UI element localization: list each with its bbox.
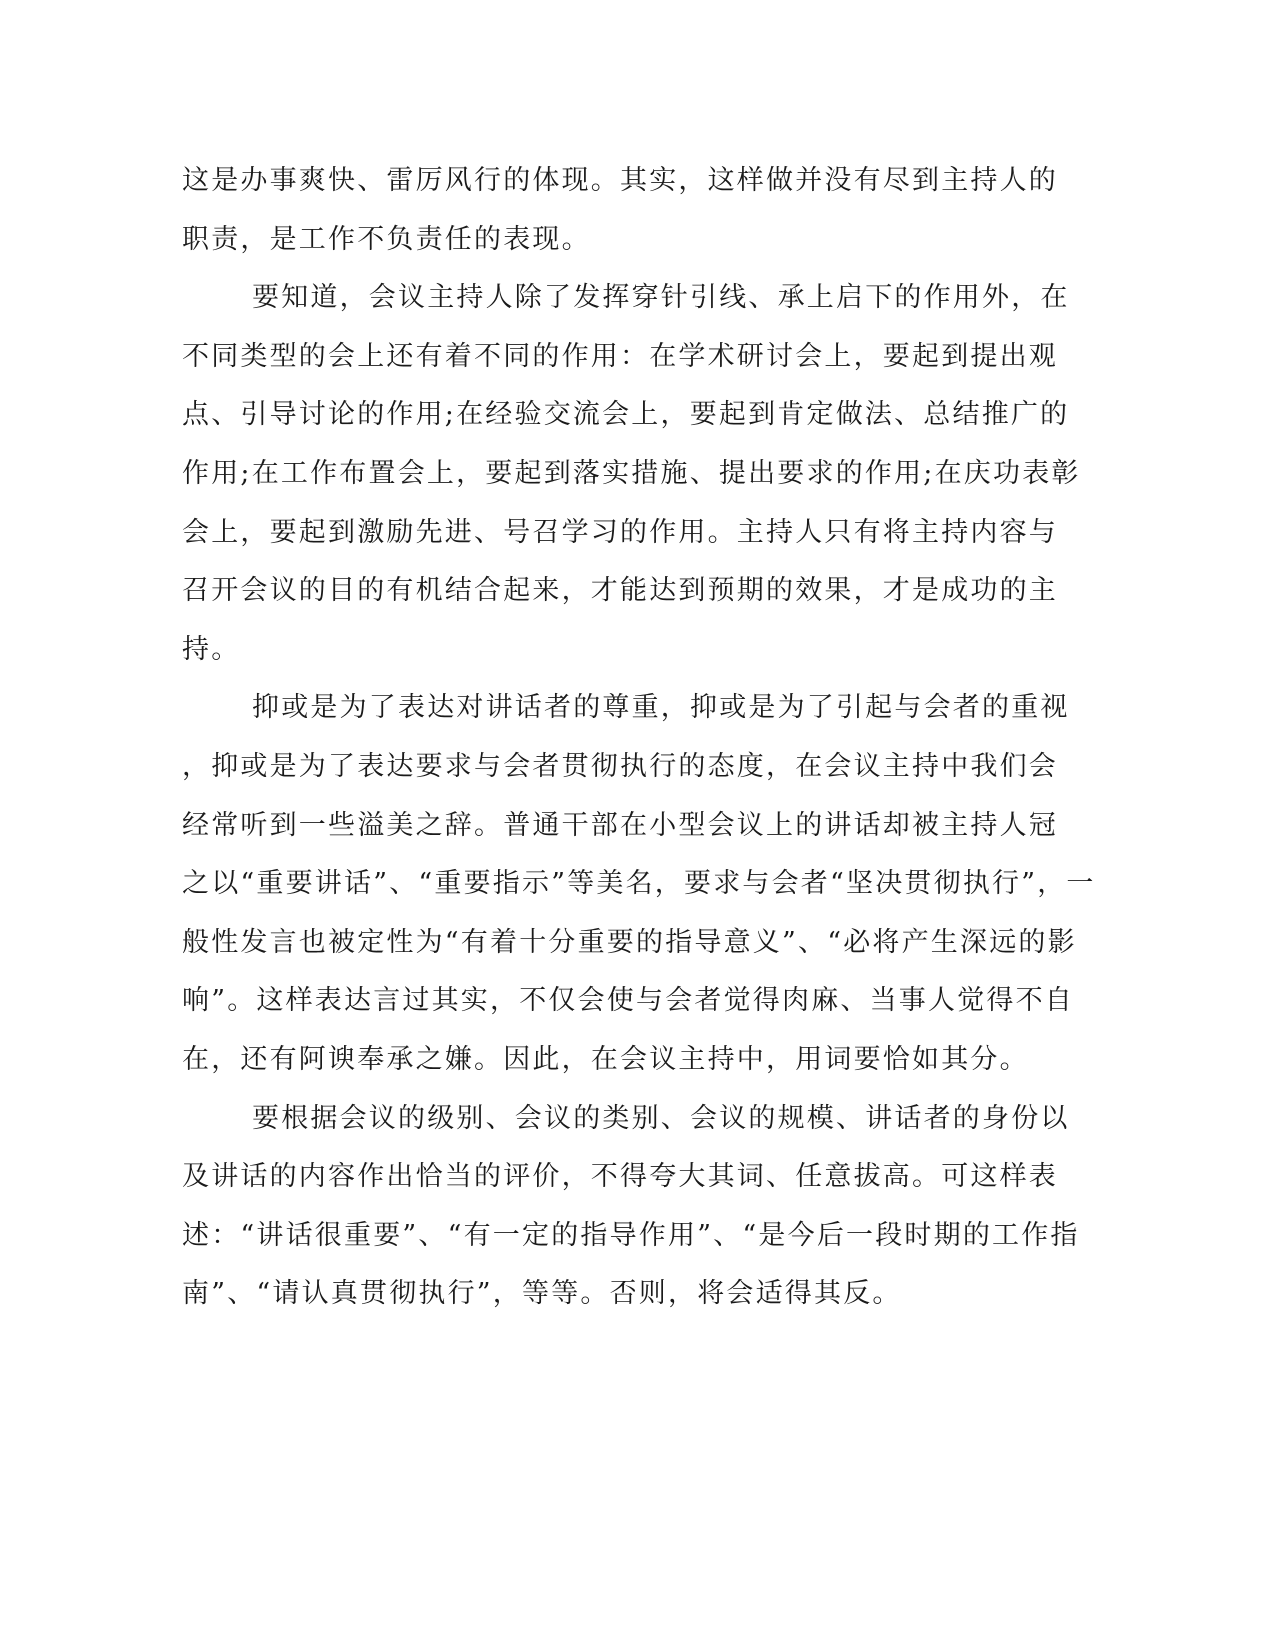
paragraph-first-line: 要知道，会议主持人除了发挥穿针引线、承上启下的作用外，在 [252, 282, 1070, 314]
text-line: 之以“重要讲话”、“重要指示”等美名，要求与会者“坚决贯彻执行”，一 [182, 868, 1096, 900]
text-line: 持。 [182, 633, 241, 665]
text-line: 述：“讲话很重要”、“有一定的指导作用”、“是今后一段时期的工作指 [182, 1219, 1080, 1251]
paragraph-first-line: 抑或是为了表达对讲话者的尊重，抑或是为了引起与会者的重视 [252, 692, 1070, 724]
text-line: 及讲话的内容作出恰当的评价，不得夸大其词、任意拔高。可这样表 [182, 1161, 1058, 1193]
text-line: 经常听到一些溢美之辞。普通干部在小型会议上的讲话却被主持人冠 [182, 809, 1058, 841]
text-line: 在，还有阿谀奉承之嫌。因此，在会议主持中，用词要恰如其分。 [182, 1043, 1029, 1075]
text-line: 不同类型的会上还有着不同的作用：在学术研讨会上，要起到提出观 [182, 340, 1058, 372]
text-line: 召开会议的目的有机结合起来，才能达到预期的效果，才是成功的主 [182, 575, 1058, 607]
paragraph-first-line: 要根据会议的级别、会议的类别、会议的规模、讲话者的身份以 [252, 1102, 1070, 1134]
document-body [182, 152, 1096, 1324]
text-line: 职责，是工作不负责任的表现。 [182, 223, 591, 255]
text-line: 响”。这样表达言过其实，不仅会使与会者觉得肉麻、当事人觉得不自 [182, 985, 1075, 1017]
text-line: 这是办事爽快、雷厉风行的体现。其实，这样做并没有尽到主持人的 [182, 165, 1058, 196]
text-line: ，抑或是为了表达要求与会者贯彻执行的态度，在会议主持中我们会 [182, 750, 1058, 782]
text-line: 般性发言也被定性为“有着十分重要的指导意义”、“必将产生深远的影 [182, 926, 1077, 958]
text-line: 点、引导讨论的作用;在经验交流会上，要起到肯定做法、总结推广的 [182, 399, 1070, 431]
text-line: 南”、“请认真贯彻执行”，等等。否则，将会适得其反。 [182, 1278, 902, 1310]
text-line: 会上，要起到激励先进、号召学习的作用。主持人只有将主持内容与 [182, 516, 1058, 548]
text-line: 作用;在工作布置会上，要起到落实措施、提出要求的作用;在庆功表彰 [182, 457, 1081, 489]
